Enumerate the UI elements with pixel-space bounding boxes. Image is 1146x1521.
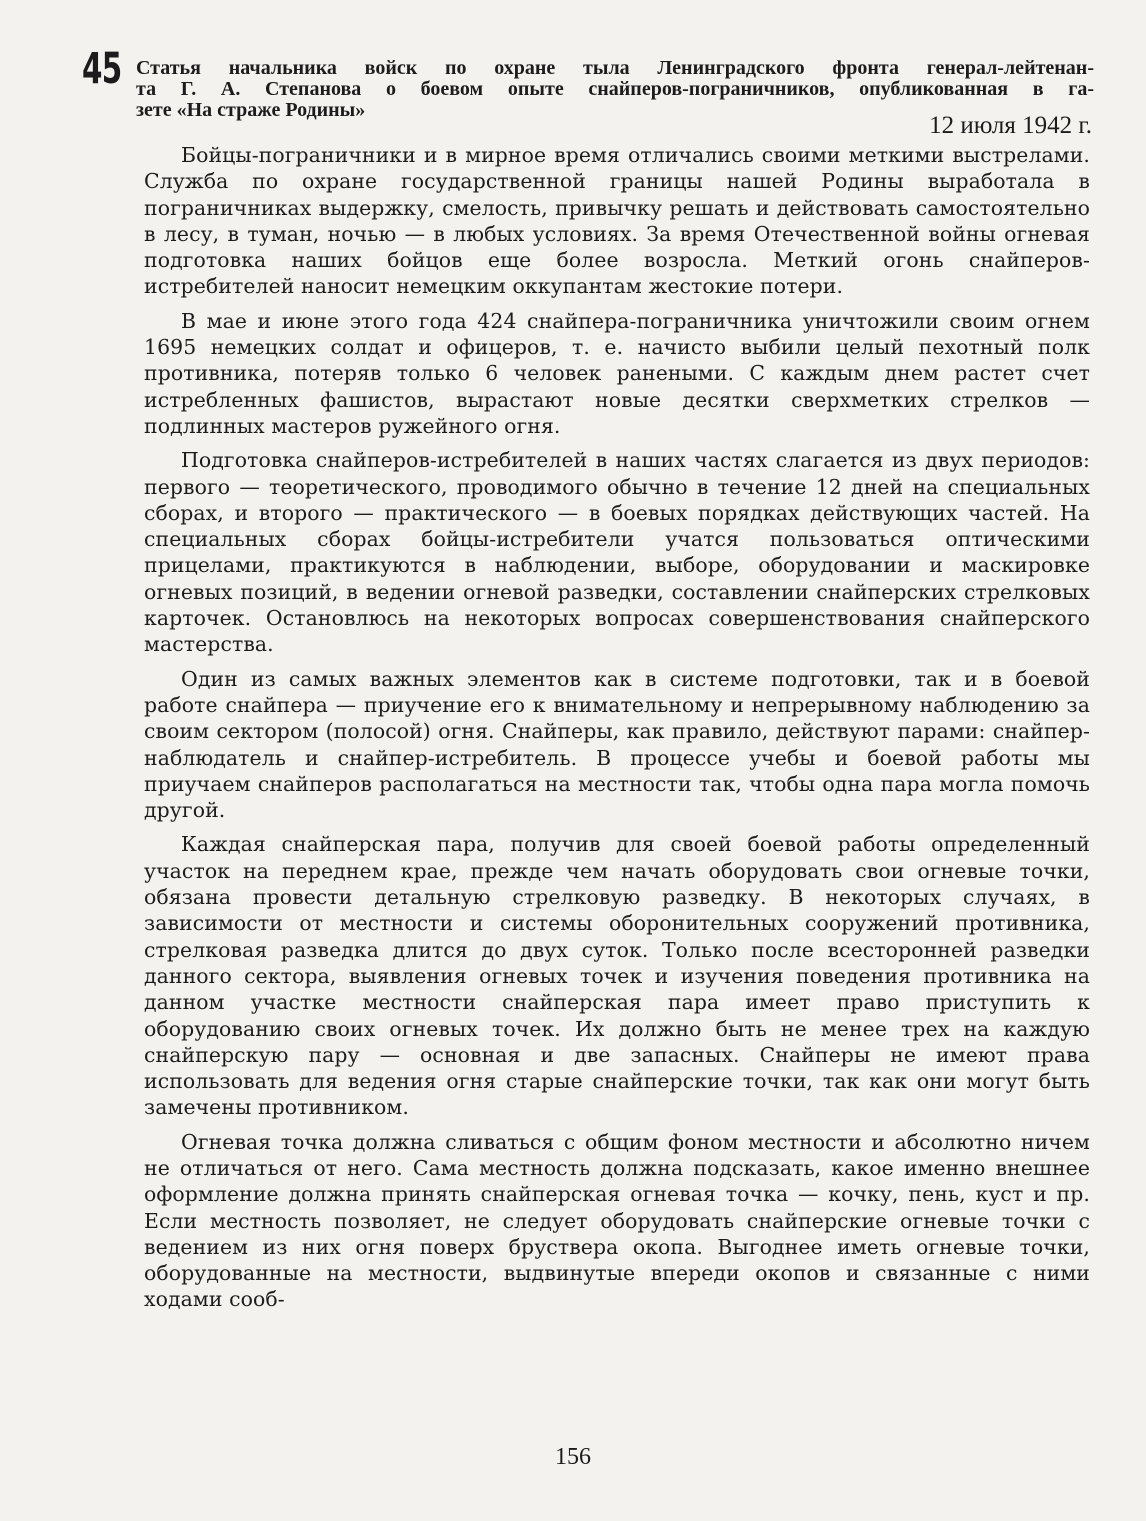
paragraph: В мае и июне этого года 424 снайпера-пограничника уничтожили своим огнем 1695 немецких солдат и офицеров, т. е. начисто выбили целый пехотный полк противника, потеряв только 6 человек ранеными. С каждым днем растет счет истребленных фашистов, вырастают новые десятки сверхметких стрелков — подлинных мастеров ружейного огня. — [144, 308, 1090, 438]
page-number: 156 — [555, 1444, 591, 1470]
paragraph: Один из самых важных элементов как в системе подготовки, так и в боевой работе снайпера — приучение его к внимательному и непрерывному наблюдению за своим сектором (полосой) огня. Снайперы, как правило, действуют парами: снайпер-наблюдатель и снайпер-истребитель. В процессе учебы и боевой работы мы приучаем снайперов располагаться на местности так, чтобы одна пара могла помочь другой. — [144, 666, 1090, 823]
paragraph: Огневая точка должна сливаться с общим фоном местности и абсолютно ничем не отличаться от него. Сама местность должна подсказать, какое именно внешнее оформление должна принять снайперская огневая точка — кочку, пень, куст и пр. Если местность позволяет, не следует оборудовать снайперские огневые точки с ведением из них огня поверх бруствера окопа. Выгоднее иметь огневые точки, оборудованные на местности, выдвинутые впереди окопов и связанные с ними ходами сооб- — [144, 1129, 1090, 1312]
heading-line: Статья начальника войск по охране тыла Ленинградского фронта генерал-лейтенан- — [136, 57, 1094, 79]
heading-line: зете «На страже Родины» — [136, 99, 366, 121]
heading-line: та Г. А. Степанова о боевом опыте снайперов-пограничников, опубликованная в га- — [136, 78, 1094, 100]
paragraph: Бойцы-пограничники и в мирное время отличались своими меткими выстрелами. Служба по охране государственной границы нашей Родины выработала в пограничниках выдержку, смелость, привычку решать и действовать самостоятельно в лесу, в туман, ночью — в любых условиях. За время Отечественной войны огневая подготовка наших бойцов еще более возросла. Меткий огонь снайперов-истребителей наносит немецким оккупантам жестокие потери. — [144, 143, 1090, 299]
document-body — [144, 142, 1090, 1321]
paragraph: Каждая снайперская пара, получив для своей боевой работы определенный участок на переднем крае, прежде чем начать оборудовать свои огневые точки, обязана провести детальную стрелковую разведку. В некоторых случаях, в зависимости от местности и системы оборонительных сооружений противника, стрелковая разведка длится до двух суток. Только после всесторонней разведки данного сектора, выявления огневых точек и изучения поведения противника на данном участке местности снайперская пара имеет право приступить к оборудованию своих огневых точек. Их должно быть не менее трех на каждую снайперскую пару — основная и две запасных. Снайперы не имеют права использовать для ведения огня старые снайперские точки, так как они могут быть замечены противником. — [144, 832, 1090, 1120]
document-date: 12 июля 1942 г. — [929, 112, 1092, 139]
paragraph: Подготовка снайперов-истребителей в наших частях слагается из двух периодов: первого — теоретического, проводимого обычно в течение 12 дней на специальных сборах, и второго — практического — в боевых порядках действующих частей. На специальных сборах бойцы-истребители учатся пользоваться оптическими прицелами, практикуются в наблюдении, выборе, оборудовании и маскировке огневых позиций, в ведении огневой разведки, составлении снайперских стрелковых карточек. Остановлюсь на некоторых вопросах совершенствования снайперского мастерства. — [144, 448, 1090, 657]
document-number: 45 — [82, 44, 122, 94]
